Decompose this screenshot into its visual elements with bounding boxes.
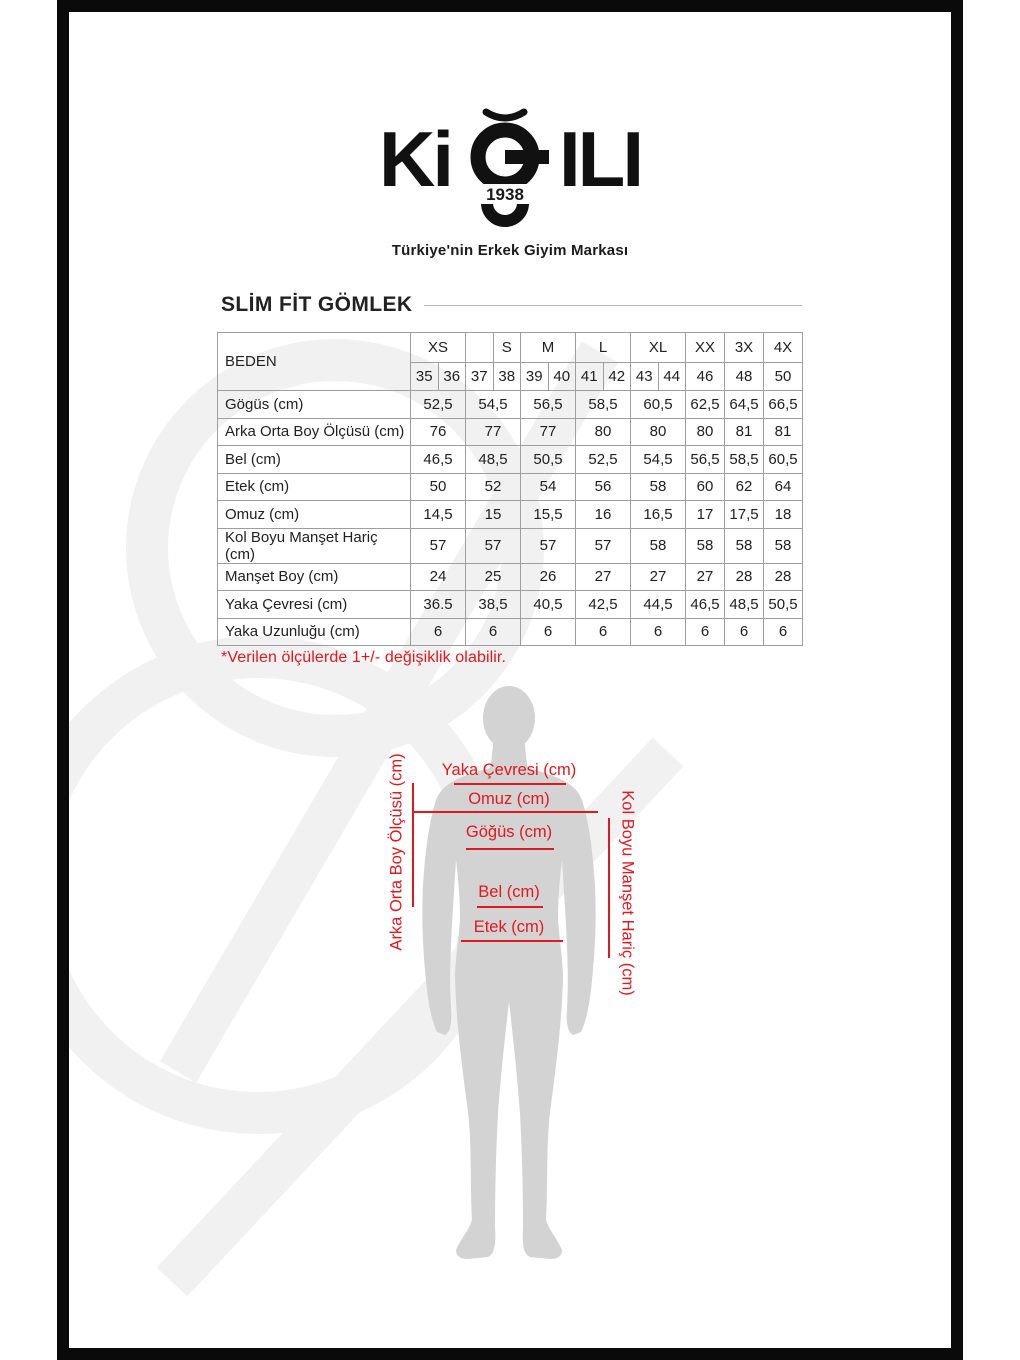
measurement-value: 62,5 bbox=[686, 391, 725, 419]
wordmark-left-letters: Ki bbox=[379, 115, 451, 203]
measurement-value: 17 bbox=[686, 501, 725, 529]
measurement-value: 54,5 bbox=[631, 446, 686, 474]
measurement-value: 57 bbox=[411, 528, 466, 563]
size-group-XS: XS bbox=[411, 333, 466, 363]
size-number-39: 39 bbox=[521, 363, 549, 391]
measurement-value: 56,5 bbox=[521, 391, 576, 419]
measurement-value: 36.5 bbox=[411, 591, 466, 619]
measurement-value: 38,5 bbox=[466, 591, 521, 619]
measurement-value: 58 bbox=[686, 528, 725, 563]
row-label: Omuz (cm) bbox=[218, 501, 411, 529]
measurement-value: 56,5 bbox=[686, 446, 725, 474]
measurement-value: 52,5 bbox=[411, 391, 466, 419]
line-kol-boyu bbox=[608, 818, 610, 958]
table-row bbox=[218, 446, 803, 474]
table-row bbox=[218, 473, 803, 501]
row-label: Bel (cm) bbox=[218, 446, 411, 474]
size-group-M: M bbox=[521, 333, 576, 363]
measurement-value: 80 bbox=[686, 418, 725, 446]
row-label: Gögüs (cm) bbox=[218, 391, 411, 419]
size-group-3X: 3X bbox=[725, 333, 764, 363]
table-row bbox=[218, 501, 803, 529]
row-label: Yaka Çevresi (cm) bbox=[218, 591, 411, 619]
measurement-value: 25 bbox=[466, 563, 521, 591]
measurement-value: 46,5 bbox=[411, 446, 466, 474]
measurement-value: 54 bbox=[521, 473, 576, 501]
measurement-value: 15 bbox=[466, 501, 521, 529]
table-row bbox=[218, 528, 803, 563]
brand-wordmark bbox=[379, 106, 641, 234]
measurement-value: 60,5 bbox=[764, 446, 803, 474]
size-number-41: 41 bbox=[576, 363, 604, 391]
measurement-value: 52,5 bbox=[576, 446, 631, 474]
measurement-footnote: *Verilen ölçülerde 1+/- değişiklik olabilir. bbox=[221, 649, 506, 666]
row-label: Arka Orta Boy Ölçüsü (cm) bbox=[218, 418, 411, 446]
measurement-value: 80 bbox=[631, 418, 686, 446]
measurement-value: 24 bbox=[411, 563, 466, 591]
measurement-value: 52 bbox=[466, 473, 521, 501]
measurement-value: 50 bbox=[411, 473, 466, 501]
label-yaka-cevresi: Yaka Çevresi (cm) bbox=[441, 761, 577, 779]
measurement-value: 6 bbox=[521, 618, 576, 646]
size-number-40: 40 bbox=[548, 363, 576, 391]
measurement-value: 16 bbox=[576, 501, 631, 529]
measurement-value: 56 bbox=[576, 473, 631, 501]
measurement-value: 48,5 bbox=[466, 446, 521, 474]
size-number-42: 42 bbox=[603, 363, 631, 391]
measurement-value: 46,5 bbox=[686, 591, 725, 619]
line-gogus bbox=[466, 848, 554, 850]
line-bel bbox=[477, 906, 543, 908]
measurement-value: 48,5 bbox=[725, 591, 764, 619]
measurement-value: 40,5 bbox=[521, 591, 576, 619]
label-gogus: Göğüs (cm) bbox=[465, 823, 553, 841]
wordmark-right-letters: ILI bbox=[559, 115, 641, 203]
measurement-value: 16,5 bbox=[631, 501, 686, 529]
measurement-value: 27 bbox=[631, 563, 686, 591]
measurement-value: 6 bbox=[576, 618, 631, 646]
size-table-header-beden: BEDEN bbox=[218, 333, 411, 391]
size-number-36: 36 bbox=[438, 363, 466, 391]
size-group-XX: XX bbox=[686, 333, 725, 363]
label-bel: Bel (cm) bbox=[478, 883, 540, 901]
section-title-row bbox=[221, 293, 802, 317]
measurement-value: 6 bbox=[725, 618, 764, 646]
label-arka-orta-boy: Arka Orta Boy Ölçüsü (cm) bbox=[387, 753, 406, 951]
measurement-value: 81 bbox=[725, 418, 764, 446]
measurement-value: 6 bbox=[631, 618, 686, 646]
measurement-value: 27 bbox=[686, 563, 725, 591]
size-number-50: 50 bbox=[764, 363, 803, 391]
brand-logo bbox=[0, 106, 1020, 259]
measurement-value: 26 bbox=[521, 563, 576, 591]
measurement-value: 15,5 bbox=[521, 501, 576, 529]
size-group-4X: 4X bbox=[764, 333, 803, 363]
size-number-38: 38 bbox=[493, 363, 521, 391]
table-row bbox=[218, 591, 803, 619]
size-group-XL: XL bbox=[631, 333, 686, 363]
measurement-value: 57 bbox=[466, 528, 521, 563]
measurement-value: 28 bbox=[764, 563, 803, 591]
measurement-value: 66,5 bbox=[764, 391, 803, 419]
size-table bbox=[217, 332, 803, 646]
page-title: SLİM FİT GÖMLEK bbox=[221, 293, 413, 316]
measurement-value: 64 bbox=[764, 473, 803, 501]
line-etek bbox=[461, 940, 563, 942]
size-number-48: 48 bbox=[725, 363, 764, 391]
measurement-value: 44,5 bbox=[631, 591, 686, 619]
letter-g-icon bbox=[453, 106, 557, 232]
measurement-value: 58 bbox=[631, 473, 686, 501]
table-row bbox=[218, 391, 803, 419]
measurement-value: 64,5 bbox=[725, 391, 764, 419]
measurement-value: 81 bbox=[764, 418, 803, 446]
measurement-value: 6 bbox=[686, 618, 725, 646]
row-label: Etek (cm) bbox=[218, 473, 411, 501]
measurement-value: 57 bbox=[521, 528, 576, 563]
measurement-value: 18 bbox=[764, 501, 803, 529]
size-number-37: 37 bbox=[466, 363, 494, 391]
measurement-value: 6 bbox=[411, 618, 466, 646]
size-group-L: L bbox=[576, 333, 631, 363]
row-label: Yaka Uzunluğu (cm) bbox=[218, 618, 411, 646]
row-label: Manşet Boy (cm) bbox=[218, 563, 411, 591]
measurement-value: 54,5 bbox=[466, 391, 521, 419]
size-number-44: 44 bbox=[658, 363, 686, 391]
measurement-value: 57 bbox=[576, 528, 631, 563]
row-label: Kol Boyu Manşet Hariç (cm) bbox=[218, 528, 411, 563]
brand-tagline: Türkiye'nin Erkek Giyim Markası bbox=[391, 242, 629, 259]
line-arka-orta-boy bbox=[412, 783, 414, 907]
measurement-value: 60,5 bbox=[631, 391, 686, 419]
measurement-value: 50,5 bbox=[764, 591, 803, 619]
measurement-value: 27 bbox=[576, 563, 631, 591]
measurement-value: 58 bbox=[725, 528, 764, 563]
measurement-value: 77 bbox=[466, 418, 521, 446]
measurement-value: 77 bbox=[521, 418, 576, 446]
measurement-value: 28 bbox=[725, 563, 764, 591]
measurement-value: 58 bbox=[764, 528, 803, 563]
size-group-blank bbox=[466, 333, 494, 363]
measurement-value: 6 bbox=[764, 618, 803, 646]
measurement-value: 58,5 bbox=[725, 446, 764, 474]
label-etek: Etek (cm) bbox=[473, 918, 545, 936]
table-row bbox=[218, 418, 803, 446]
measurement-value: 42,5 bbox=[576, 591, 631, 619]
measurement-value: 60 bbox=[686, 473, 725, 501]
measurement-value: 76 bbox=[411, 418, 466, 446]
logo-year: 1938 bbox=[486, 185, 524, 204]
size-number-43: 43 bbox=[631, 363, 659, 391]
line-yaka-cevresi bbox=[454, 783, 566, 785]
title-rule-line bbox=[424, 305, 802, 306]
line-omuz bbox=[412, 811, 598, 813]
label-omuz: Omuz (cm) bbox=[468, 790, 550, 808]
measurement-value: 80 bbox=[576, 418, 631, 446]
wordmark-letter-g-emblem bbox=[453, 106, 557, 232]
measurement-value: 58,5 bbox=[576, 391, 631, 419]
measurement-value: 58 bbox=[631, 528, 686, 563]
measurement-value: 50,5 bbox=[521, 446, 576, 474]
table-row bbox=[218, 618, 803, 646]
label-kol-boyu: Kol Boyu Manşet Hariç (cm) bbox=[618, 790, 637, 996]
measurement-value: 14,5 bbox=[411, 501, 466, 529]
table-row bbox=[218, 563, 803, 591]
measurement-value: 17,5 bbox=[725, 501, 764, 529]
size-number-46: 46 bbox=[686, 363, 725, 391]
size-number-35: 35 bbox=[411, 363, 439, 391]
measurement-value: 6 bbox=[466, 618, 521, 646]
size-group-S: S bbox=[493, 333, 521, 363]
measurement-value: 62 bbox=[725, 473, 764, 501]
